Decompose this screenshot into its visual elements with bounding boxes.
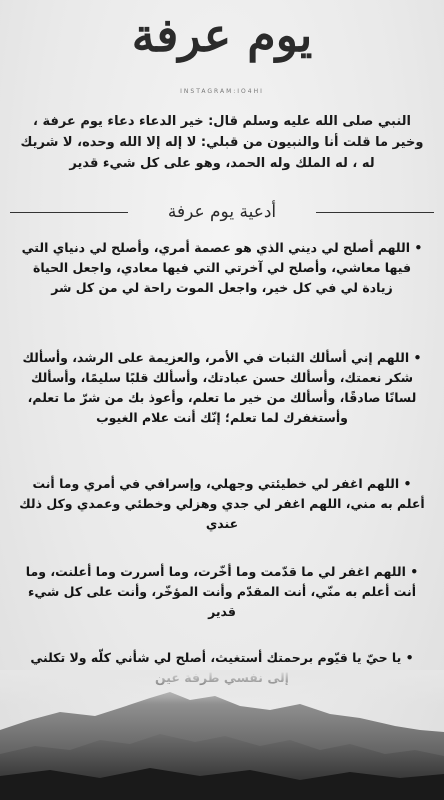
divider-line-right	[316, 212, 434, 213]
dua-item: • يا حيّ يا قيّوم برحمتك أستغيث، أصلح لي شأني كلّه ولا تكلني	[30, 650, 414, 665]
dua-item: • اللهم اغفر لي خطيئتي وجهلي، وإسرافي في أمري وما أنت أعلم به مني، اللهم اغفر لي جدي وهزلي وخطئي وعمدي وكل ذلك عندي	[19, 476, 425, 531]
intro-hadith: النبي صلى الله عليه وسلم قال: خير الدعاء دعاء يوم عرفة ، وخير ما قلت أنا والنبيون من قبلي: لا إله إلا الله وحده، لا شريك له ، له الملك وله الحمد، وهو على كل شيء قدير	[20, 114, 424, 171]
dua-item: • اللهم أصلح لي ديني الذي هو عصمة أمري، وأصلح لي دنياي التي فيها معاشي، وأصلح لي آخرتي التي فيها معادي، واجعل الحياة زيادة لي في كل خير، واجعل الموت راحة لي من كل شر	[21, 240, 423, 295]
mountain-landscape-image	[0, 670, 444, 800]
instagram-handle: INSTAGRAM:IO4HI	[180, 88, 264, 95]
section-title: أدعية يوم عرفة	[167, 202, 277, 222]
dua-item: • اللهم إني أسألك الثبات في الأمر، والعزيمة على الرشد، وأسألك شكر نعمتك، وأسألك حسن عبادتك، وأسألك قلبًا سليمًا، وأسألك لسانًا صادقًا، وأسألك من خير ما تعلم، وأعوذ بك من شرّ ما تعلم، وأستغفرك لما تعلم؛ إنّك أنت علام الغيوب	[22, 350, 422, 425]
page-title: يوم عرفة	[131, 8, 313, 62]
dua-item: • اللهم اغفر لي ما قدّمت وما أخّرت، وما أسررت وما أعلنت، وما أنت أعلم به منّي، أنت المقدّم وأنت المؤخّر، وأنت على كل شيء قدير	[25, 564, 419, 619]
title-block	[0, 4, 444, 66]
divider-line-left	[10, 212, 128, 213]
section-divider	[10, 199, 434, 227]
